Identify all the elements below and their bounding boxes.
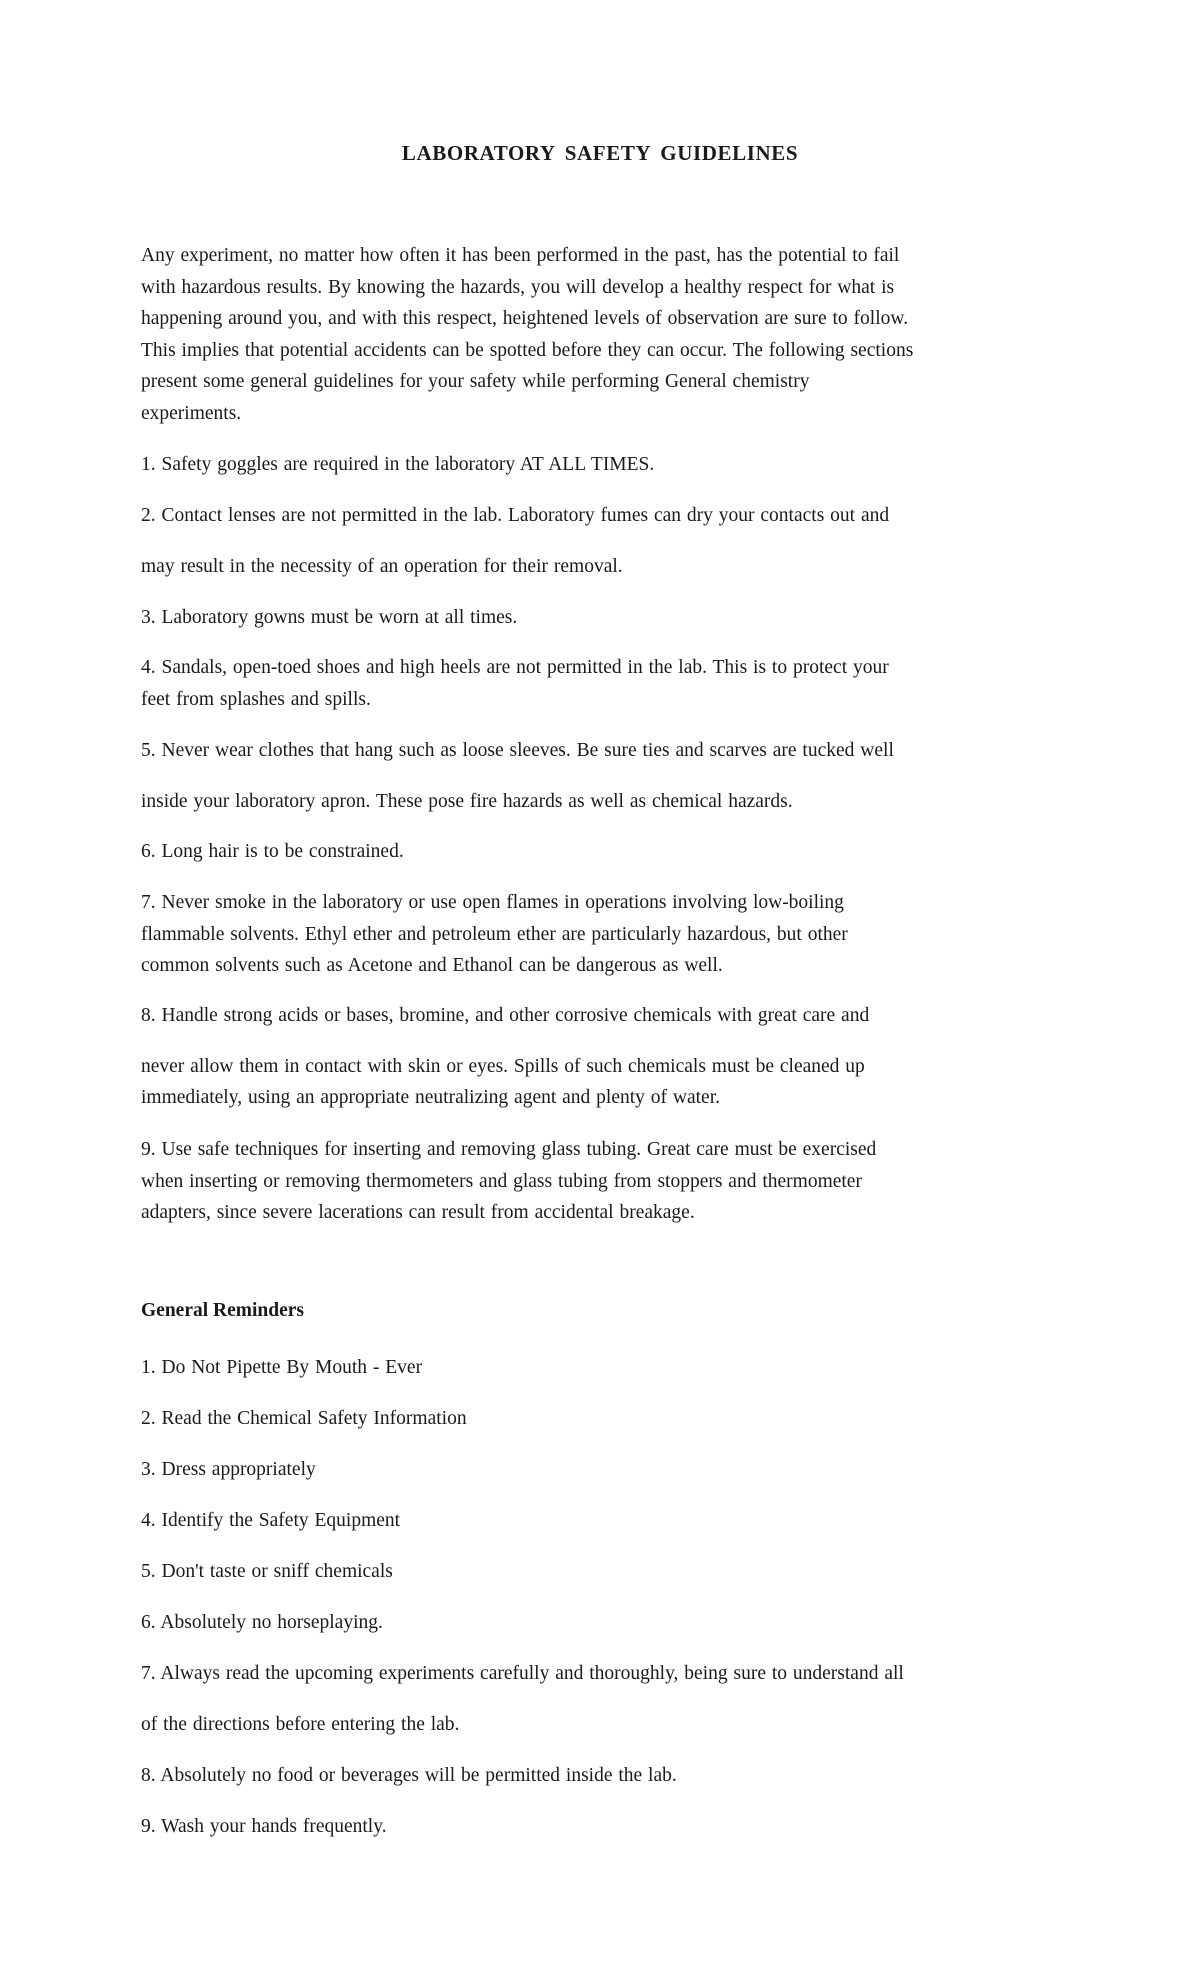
reminder-line: of the directions before entering the lab.	[141, 1713, 460, 1735]
guideline-item-8	[141, 1000, 1071, 1114]
reminder-line: 6. Absolutely no horseplaying.	[141, 1612, 383, 1633]
intro-line: This implies that potential accidents can be spotted before they can occur. The following sections	[141, 339, 914, 361]
guideline-line: inside your laboratory apron. These pose fire hazards as well as chemical hazards.	[141, 790, 793, 812]
guideline-item-4	[141, 652, 1071, 715]
guideline-item-1	[141, 449, 1071, 481]
reminders-heading: General Reminders	[141, 1300, 305, 1321]
reminder-item-7	[141, 1658, 1071, 1740]
guideline-line: immediately, using an appropriate neutralizing agent and plenty of water.	[141, 1087, 721, 1108]
intro-line: with hazardous results. By knowing the hazards, you will develop a healthy respect for what is	[141, 276, 895, 298]
reminder-item-9	[141, 1811, 1071, 1843]
reminder-item-4	[141, 1505, 1071, 1537]
guideline-line: 6. Long hair is to be constrained.	[141, 841, 404, 862]
guideline-line: never allow them in contact with skin or eyes. Spills of such chemicals must be cleaned up	[141, 1055, 865, 1077]
reminder-line: 9. Wash your hands frequently.	[141, 1816, 387, 1837]
reminder-line: 1. Do Not Pipette By Mouth - Ever	[141, 1357, 423, 1378]
document-title: LABORATORY SAFETY GUIDELINES	[401, 141, 799, 165]
intro-line: experiments.	[141, 402, 242, 424]
guideline-line: flammable solvents. Ethyl ether and petroleum ether are particularly hazardous, but other	[141, 923, 848, 945]
intro-line: present some general guidelines for your safety while performing General chemistry	[141, 371, 810, 392]
intro-line: Any experiment, no matter how often it has been performed in the past, has the potential to fail	[141, 245, 900, 266]
reminder-item-8	[141, 1760, 1071, 1792]
guideline-item-2	[141, 500, 1071, 582]
reminder-line: 8. Absolutely no food or beverages will be permitted inside the lab.	[141, 1765, 677, 1786]
guideline-line: may result in the necessity of an operation for their removal.	[141, 555, 623, 577]
guideline-line: 1. Safety goggles are required in the laboratory AT ALL TIMES.	[141, 454, 655, 475]
guideline-item-7	[141, 887, 1071, 982]
reminder-line: 7. Always read the upcoming experiments carefully and thoroughly, being sure to understand all	[141, 1663, 904, 1684]
guideline-line: 7. Never smoke in the laboratory or use open flames in operations involving low-boiling	[141, 892, 844, 913]
guideline-line: 5. Never wear clothes that hang such as loose sleeves. Be sure ties and scarves are tucked well	[141, 740, 894, 761]
guideline-line: feet from splashes and spills.	[141, 688, 371, 710]
intro-paragraph	[141, 240, 1071, 429]
guideline-line: adapters, since severe lacerations can result from accidental breakage.	[141, 1202, 695, 1223]
reminder-line: 3. Dress appropriately	[141, 1459, 316, 1480]
guideline-item-6	[141, 836, 1071, 868]
reminder-item-5	[141, 1556, 1071, 1588]
reminder-line: 2. Read the Chemical Safety Information	[141, 1408, 467, 1429]
guideline-line: 3. Laboratory gowns must be worn at all times.	[141, 607, 518, 628]
reminder-item-3	[141, 1454, 1071, 1486]
guideline-line: when inserting or removing thermometers and glass tubing from stoppers and thermometer	[141, 1170, 862, 1192]
guideline-item-5	[141, 735, 1071, 817]
guideline-line: common solvents such as Acetone and Ethanol can be dangerous as well.	[141, 955, 723, 976]
guideline-item-3	[141, 602, 1071, 634]
guideline-line: 8. Handle strong acids or bases, bromine, and other corrosive chemicals with great care and	[141, 1005, 870, 1026]
guideline-line: 9. Use safe techniques for inserting and removing glass tubing. Great care must be exercised	[141, 1139, 877, 1160]
guideline-line: 2. Contact lenses are not permitted in the lab. Laboratory fumes can dry your contacts out and	[141, 505, 890, 526]
reminder-item-6	[141, 1607, 1071, 1639]
intro-line: happening around you, and with this respect, heightened levels of observation are sure to follow.	[141, 308, 909, 329]
reminder-item-2	[141, 1403, 1071, 1435]
reminder-line: 4. Identify the Safety Equipment	[141, 1510, 401, 1531]
guideline-item-9	[141, 1134, 1071, 1229]
reminder-item-1	[141, 1352, 1071, 1384]
guideline-line: 4. Sandals, open-toed shoes and high heels are not permitted in the lab. This is to protect your	[141, 657, 889, 678]
reminder-line: 5. Don't taste or sniff chemicals	[141, 1561, 393, 1582]
